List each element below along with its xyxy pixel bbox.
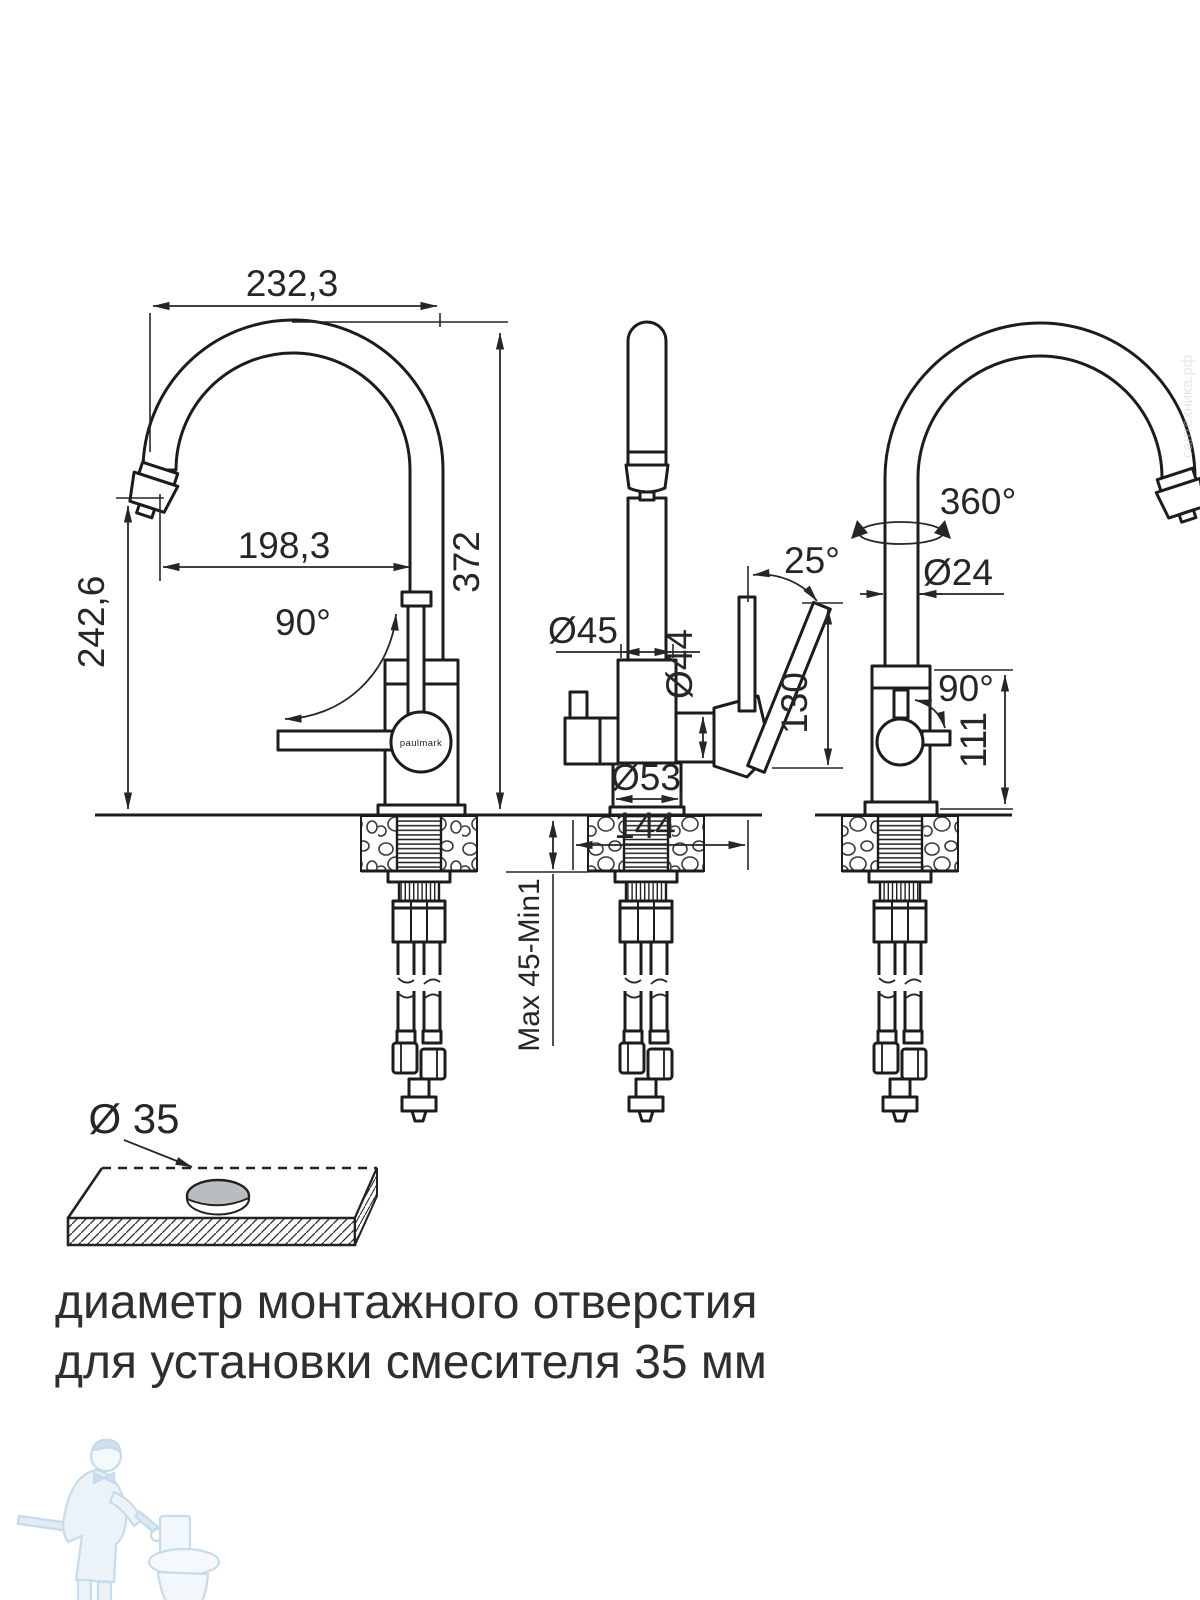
spout-aerator [1153, 467, 1200, 527]
dim-body-diameter: Ø45 [548, 610, 618, 651]
hex-nut [421, 1049, 445, 1079]
dimensions-front-view [506, 540, 843, 1052]
dim-mount-thickness: Max 45-Min1 [513, 878, 546, 1052]
mounting-shank [878, 816, 922, 872]
hex-nut [902, 1049, 926, 1079]
valve-side-lever [922, 731, 950, 745]
angle-lever: 25° [784, 540, 840, 581]
caption-line-2: для установки смесителя 35 мм [55, 1336, 767, 1389]
dim-spout-reach: 198,3 [237, 525, 331, 566]
hole-diameter-label: Ø 35 [88, 1095, 180, 1142]
handle-rod [408, 606, 424, 718]
lock-nut [388, 871, 450, 882]
spout-gooseneck-back [885, 323, 1195, 668]
handle-rod-cap [402, 592, 431, 606]
undercounter-left [95, 815, 560, 1121]
plumber-watermark [18, 1440, 219, 1600]
hex-nut [874, 1043, 898, 1073]
dim-spout-tube-diameter: Ø24 [923, 552, 993, 593]
angle-valve: 90° [938, 668, 994, 709]
mounting-shank [397, 816, 441, 872]
base-flange [865, 802, 937, 815]
dim-base-width: 144 [614, 805, 676, 846]
dim-lever-length: 130 [774, 672, 815, 734]
spout-tip-front [628, 322, 666, 452]
mounting-hole-detail [68, 1095, 377, 1245]
side-lever [278, 731, 395, 750]
caption-line-1: диаметр монтажного отверстия [55, 1276, 758, 1329]
brand-logo: paulmark [399, 738, 443, 749]
dim-outlet-diameter: Ø44 [659, 629, 700, 699]
dim-body-height: 111 [953, 711, 994, 769]
filter-knob [570, 692, 587, 718]
dim-base-diameter: Ø53 [611, 757, 681, 798]
angle-rotation: 360° [939, 481, 1017, 522]
lever-vertical-position [739, 597, 755, 711]
dim-width-top: 232,3 [245, 263, 339, 304]
edge-watermark-text: сантехника.рф [1179, 354, 1196, 458]
undercounter-right [815, 815, 1012, 1121]
countertop-front-face [68, 1218, 355, 1245]
caption [55, 1276, 767, 1389]
view-side [122, 320, 465, 818]
dim-spout-height: 242,6 [71, 575, 112, 669]
view-back [865, 323, 1200, 815]
valve-stem [894, 690, 908, 718]
dim-total-height: 372 [446, 531, 487, 593]
lock-nut [615, 871, 677, 882]
hex-nut [648, 1049, 672, 1079]
hex-nut [393, 1043, 417, 1073]
angle-handle: 90° [275, 602, 331, 643]
lock-nut [869, 871, 931, 882]
hex-nut [620, 1043, 644, 1073]
valve-knob [877, 719, 923, 765]
